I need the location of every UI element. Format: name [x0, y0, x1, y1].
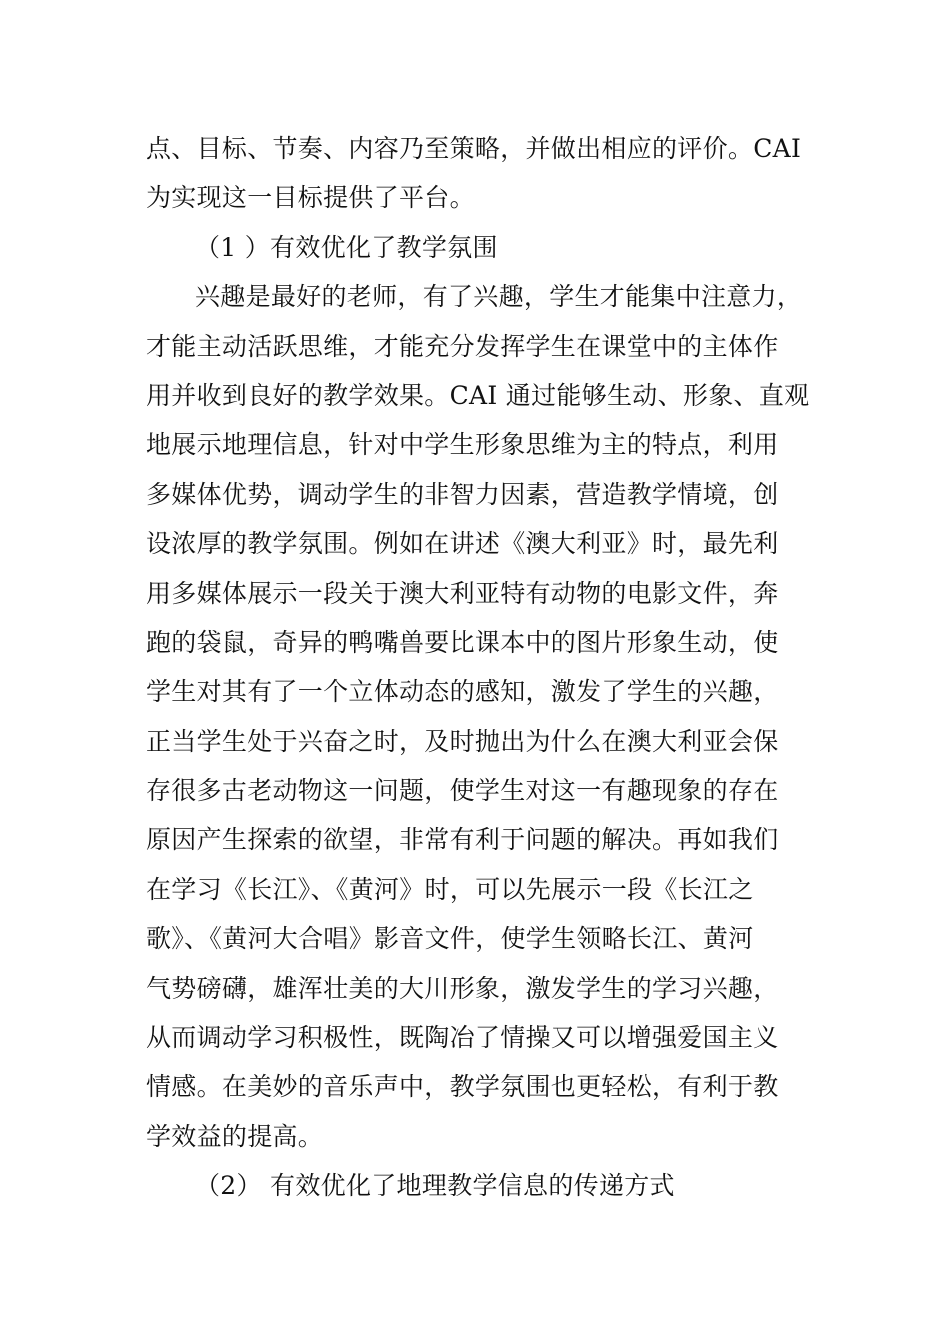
text-line: 学效益的提高。 — [146, 1121, 324, 1151]
text-line: 从而调动学习积极性，既陶冶了情操又可以增强爱国主义 — [146, 1023, 779, 1053]
text-line: 存很多古老动物这一问题，使学生对这一有趣现象的存在 — [146, 776, 779, 806]
text-line: 点、目标、节奏、内容乃至策略，并做出相应的评价。CAI — [146, 134, 802, 163]
text-line: 气势磅礴，雄浑壮美的大川形象，激发学生的学习兴趣， — [146, 973, 779, 1003]
text-line: 为实现这一目标提供了平台。 — [146, 183, 475, 213]
text-line: 才能主动活跃思维，才能充分发挥学生在课堂中的主体作 — [146, 331, 779, 361]
text-line: 用并收到良好的教学效果。CAI 通过能够生动、形象、直观 — [146, 380, 810, 410]
text-line: 情感。在美妙的音乐声中，教学氛围也更轻松，有利于教 — [146, 1072, 779, 1102]
text-line: 原因产生探索的欲望，非常有利于问题的解决。再如我们 — [146, 825, 779, 855]
text-line: 地展示地理信息，针对中学生形象思维为主的特点，利用 — [146, 430, 779, 460]
section-heading-1: （1 ）有效优化了教学氛围 — [195, 232, 498, 262]
text-line: 歌》、《黄河大合唱》影音文件，使学生领略长江、黄河 — [146, 924, 754, 954]
text-line: 多媒体优势，调动学生的非智力因素，营造教学情境，创 — [146, 479, 779, 509]
paragraph-first-line: 兴趣是最好的老师，有了兴趣，学生才能集中注意力， — [195, 282, 803, 312]
section-heading-2: （2） 有效优化了地理教学信息的传递方式 — [195, 1171, 675, 1201]
text-line: 跑的袋鼠，奇异的鸭嘴兽要比课本中的图片形象生动，使 — [146, 627, 779, 657]
text-line: 正当学生处于兴奋之时，及时抛出为什么在澳大利亚会保 — [146, 726, 779, 756]
text-line: 在学习《长江》、《黄河》时，可以先展示一段《长江之 — [146, 874, 754, 904]
text-line: 学生对其有了一个立体动态的感知，激发了学生的兴趣， — [146, 677, 779, 707]
text-line: 用多媒体展示一段关于澳大利亚特有动物的电影文件，奔 — [146, 578, 779, 608]
text-line: 设浓厚的教学氛围。例如在讲述《澳大利亚》时，最先利 — [146, 529, 779, 559]
body-text — [146, 124, 816, 1211]
